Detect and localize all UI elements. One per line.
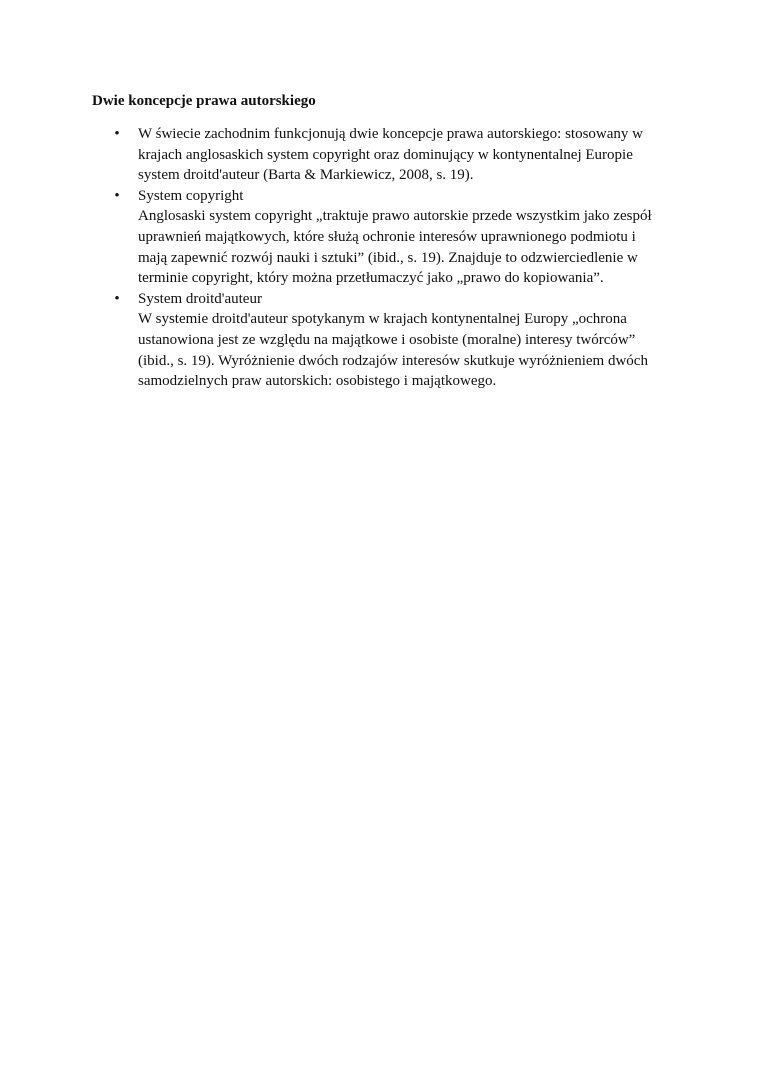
bullet-icon: • bbox=[114, 187, 120, 204]
text-line: W świecie zachodnim funkcjonują dwie koncepcje prawa autorskiego: stosowany w bbox=[138, 126, 643, 142]
bullet-icon: • bbox=[114, 126, 120, 142]
text-line: (ibid., s. 19). Wyróżnienie dwóch rodzajów interesów skutkuje wyróżnieniem dwóch bbox=[138, 352, 648, 369]
document-heading: Dwie koncepcje prawa autorskiego bbox=[92, 93, 316, 109]
text-line: uprawnień majątkowych, które służą ochronie interesów uprawnionego podmiotu i bbox=[138, 228, 636, 245]
text-line: system droitd'auteur (Barta & Markiewicz, 2008, s. 19). bbox=[138, 167, 474, 184]
text-line: samodzielnych praw autorskich: osobistego i majątkowego. bbox=[138, 373, 497, 390]
text-line: Anglosaski system copyright „traktuje prawo autorskie przede wszystkim jako zespół bbox=[138, 208, 652, 225]
item-title: System copyright bbox=[138, 187, 244, 204]
text-line: mają zapewnić rozwój nauki i sztuki” (ibid., s. 19). Znajduje to odzwierciedlenie w bbox=[138, 249, 638, 266]
list-item bbox=[92, 289, 672, 392]
text-line: W systemie droitd'auteur spotykanym w krajach kontynentalnej Europy „ochrona bbox=[138, 311, 627, 328]
text-line: ustanowiona jest ze względu na majątkowe i osobiste (moralne) interesy twórców” bbox=[138, 331, 636, 348]
text-line: terminie copyright, który można przetłumaczyć jako „prawo do kopiowania”. bbox=[138, 270, 604, 287]
bullet-icon: • bbox=[114, 290, 120, 307]
text-line: krajach anglosaskich system copyright oraz dominujący w kontynentalnej Europie bbox=[138, 146, 633, 163]
list-item bbox=[92, 124, 672, 186]
bullet-list bbox=[92, 124, 672, 392]
list-item bbox=[92, 186, 672, 289]
item-title: System droitd'auteur bbox=[138, 290, 262, 307]
